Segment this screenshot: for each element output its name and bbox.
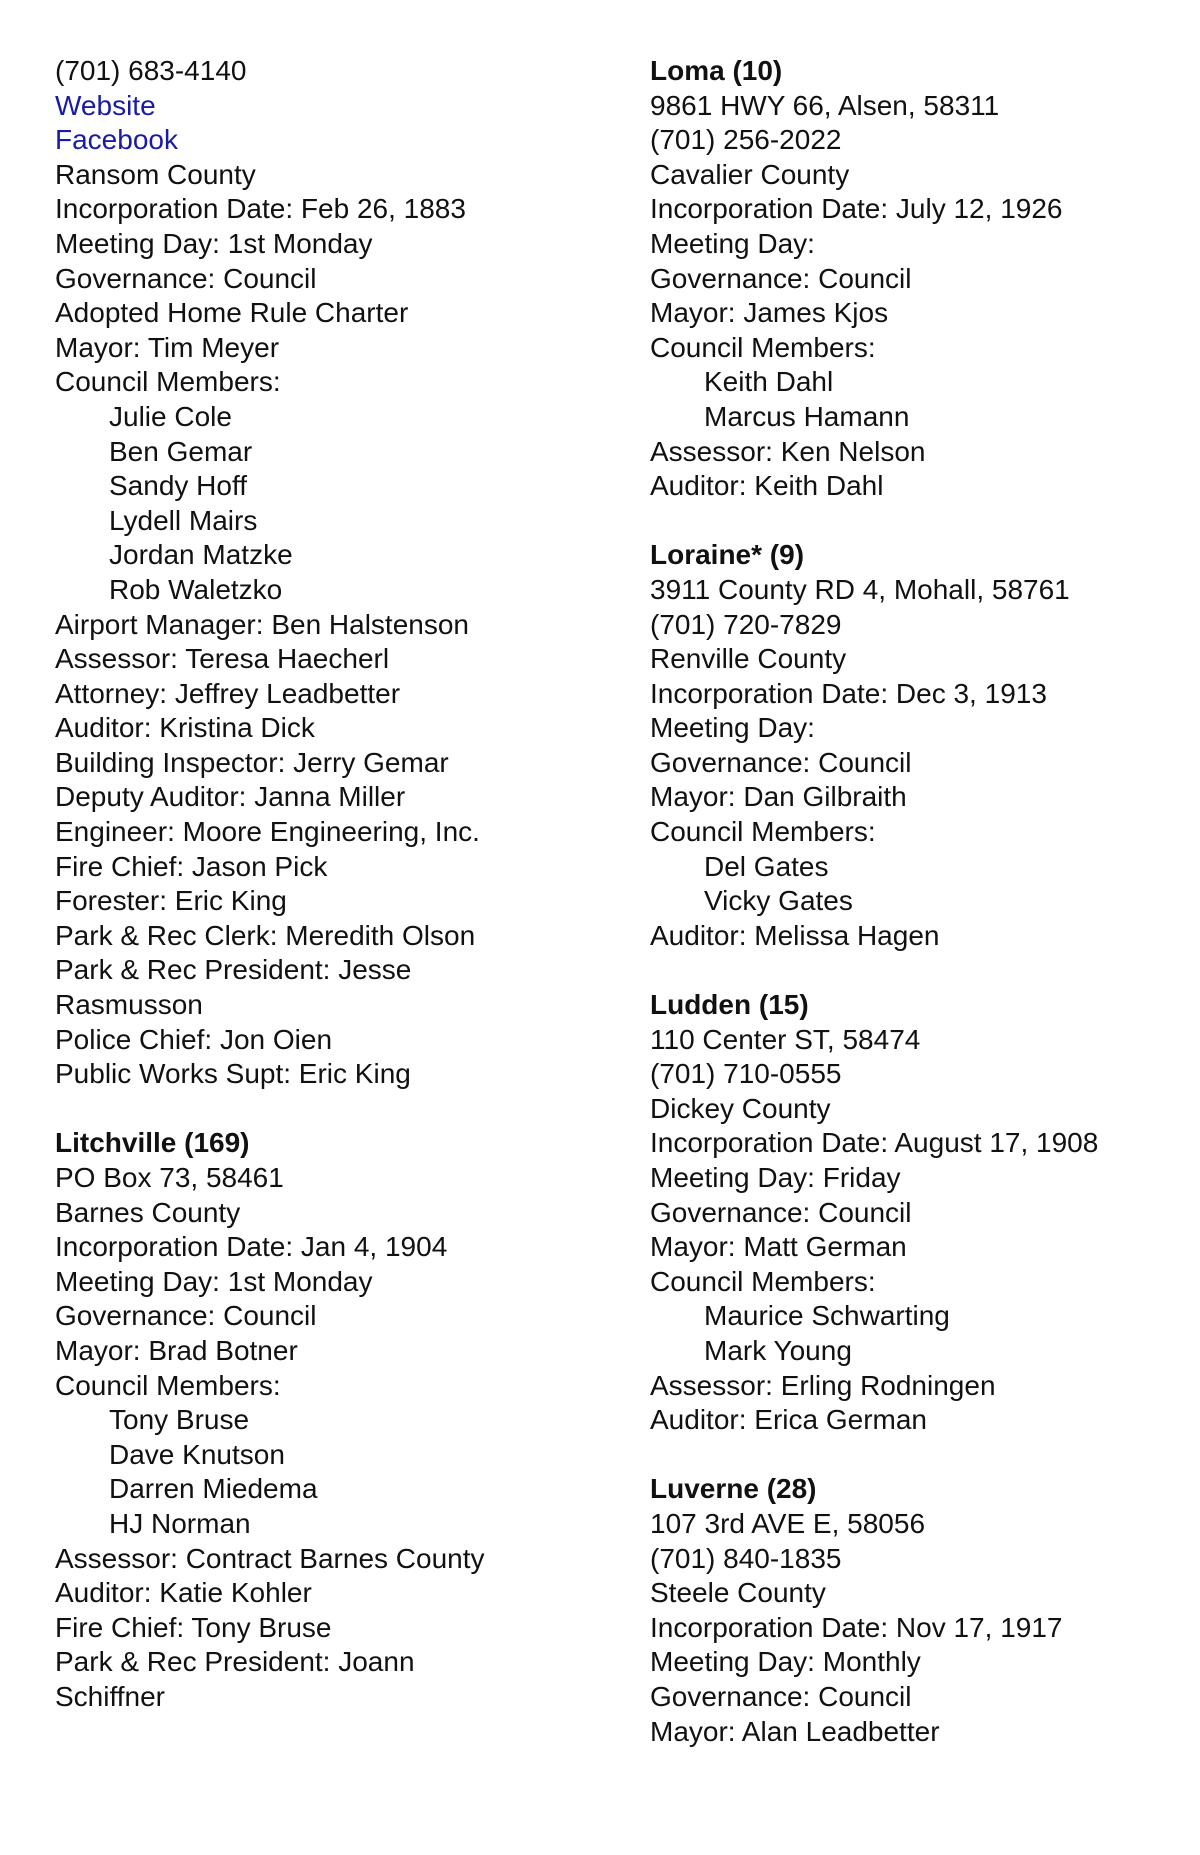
official: Police Chief: Jon Oien — [55, 1023, 333, 1055]
official: Deputy Auditor: Janna Miller — [55, 781, 406, 813]
address: 107 3rd AVE E, 58056 — [650, 1507, 926, 1539]
council-member: Keith Dahl — [704, 366, 834, 398]
entry-luverne — [650, 1472, 1190, 1749]
entry-litchville — [55, 1126, 615, 1714]
incorporation-date: Incorporation Date: Nov 17, 1917 — [650, 1611, 1063, 1643]
council-member: Jordan Matzke — [109, 539, 293, 571]
council-member: Rob Waletzko — [109, 573, 283, 605]
council-member: Dave Knutson — [109, 1438, 285, 1470]
facebook-link[interactable]: Facebook — [55, 124, 178, 156]
county: Dickey County — [650, 1092, 831, 1124]
council-label: Council Members: — [55, 1369, 281, 1401]
official: Park & Rec President: Jesse — [55, 954, 412, 986]
official: Fire Chief: Tony Bruse — [55, 1611, 332, 1643]
city-heading: Ludden (15) — [650, 989, 809, 1021]
governance: Governance: Council — [650, 1196, 912, 1228]
council-label: Council Members: — [650, 1265, 876, 1297]
meeting-day: Meeting Day: — [650, 712, 815, 744]
city-heading: Loma (10) — [650, 55, 783, 86]
meeting-day: Meeting Day: 1st Monday — [55, 227, 373, 259]
incorporation-date: Incorporation Date: Dec 3, 1913 — [650, 677, 1047, 709]
county: Barnes County — [55, 1196, 241, 1228]
phone: (701) 840-1835 — [650, 1542, 842, 1574]
official: Forester: Eric King — [55, 885, 287, 917]
incorporation-date: Incorporation Date: July 12, 1926 — [650, 193, 1063, 225]
entry-loma — [650, 54, 1190, 504]
phone: (701) 256-2022 — [650, 124, 842, 156]
phone: (701) 720-7829 — [650, 608, 842, 640]
county: Cavalier County — [650, 158, 850, 190]
address: PO Box 73, 58461 — [55, 1162, 284, 1193]
official: Assessor: Erling Rodningen — [650, 1369, 996, 1401]
council-member: Tony Bruse — [109, 1404, 250, 1436]
council-label: Council Members: — [650, 331, 876, 363]
meeting-day: Meeting Day: Monthly — [650, 1646, 921, 1678]
official: Assessor: Contract Barnes County — [55, 1542, 485, 1574]
mayor: Mayor: Dan Gilbraith — [650, 781, 907, 813]
charter-note: Adopted Home Rule Charter — [55, 297, 409, 329]
mayor: Mayor: Matt German — [650, 1231, 907, 1263]
official: Public Works Supt: Eric King — [55, 1058, 411, 1090]
official: Auditor: Melissa Hagen — [650, 919, 940, 951]
official: Assessor: Ken Nelson — [650, 435, 926, 467]
entry-ludden — [650, 988, 1190, 1438]
address: 110 Center ST, 58474 — [650, 1023, 921, 1055]
council-member: Vicky Gates — [704, 885, 853, 917]
governance: Governance: Council — [650, 746, 912, 778]
governance: Governance: Council — [55, 262, 317, 294]
official: Attorney: Jeffrey Leadbetter — [55, 677, 401, 709]
council-member: Ben Gemar — [109, 435, 253, 467]
entry-loraine — [650, 538, 1190, 953]
council-member: Lydell Mairs — [109, 504, 258, 536]
entry-continued — [55, 54, 615, 1092]
official: Auditor: Erica German — [650, 1404, 927, 1436]
spacer — [650, 504, 1190, 539]
governance: Governance: Council — [55, 1300, 317, 1332]
incorporation-date: Incorporation Date: Jan 4, 1904 — [55, 1231, 448, 1263]
address: 9861 HWY 66, Alsen, 58311 — [650, 89, 1000, 121]
council-member: Maurice Schwarting — [704, 1300, 950, 1332]
official: Airport Manager: Ben Halstenson — [55, 608, 469, 640]
phone: (701) 683-4140 — [55, 55, 247, 86]
official: Assessor: Teresa Haecherl — [55, 643, 390, 675]
official: Building Inspector: Jerry Gemar — [55, 746, 449, 778]
meeting-day: Meeting Day: — [650, 227, 815, 259]
city-heading: Litchville (169) — [55, 1127, 250, 1159]
governance: Governance: Council — [650, 262, 912, 294]
county: Steele County — [650, 1577, 826, 1609]
official: Auditor: Kristina Dick — [55, 712, 315, 744]
city-heading: Loraine* (9) — [650, 539, 805, 571]
mayor: Mayor: Alan Leadbetter — [650, 1715, 940, 1747]
governance: Governance: Council — [650, 1680, 912, 1712]
official: Fire Chief: Jason Pick — [55, 850, 328, 882]
official: Engineer: Moore Engineering, Inc. — [55, 816, 480, 848]
mayor: Mayor: James Kjos — [650, 297, 889, 329]
council-label: Council Members: — [55, 366, 281, 398]
official: Park & Rec Clerk: Meredith Olson — [55, 919, 476, 951]
city-heading: Luverne (28) — [650, 1473, 817, 1505]
council-member: HJ Norman — [109, 1507, 251, 1539]
council-member: Marcus Hamann — [704, 400, 910, 432]
county: Ransom County — [55, 158, 256, 190]
official: Park & Rec President: Joann — [55, 1646, 415, 1678]
meeting-day: Meeting Day: 1st Monday — [55, 1265, 373, 1297]
council-member: Del Gates — [704, 850, 829, 882]
spacer — [650, 953, 1190, 988]
right-column — [650, 54, 1190, 1749]
county: Renville County — [650, 643, 847, 675]
incorporation-date: Incorporation Date: August 17, 1908 — [650, 1127, 1099, 1159]
incorporation-date: Incorporation Date: Feb 26, 1883 — [55, 193, 466, 225]
official: Auditor: Katie Kohler — [55, 1577, 312, 1609]
official-continued: Rasmusson — [55, 989, 203, 1021]
mayor: Mayor: Tim Meyer — [55, 331, 280, 363]
left-column — [55, 54, 615, 1715]
meeting-day: Meeting Day: Friday — [650, 1162, 901, 1193]
phone: (701) 710-0555 — [650, 1058, 842, 1090]
council-member: Darren Miedema — [109, 1473, 318, 1505]
spacer — [55, 1092, 615, 1127]
mayor: Mayor: Brad Botner — [55, 1334, 298, 1366]
council-label: Council Members: — [650, 816, 876, 848]
council-member: Sandy Hoff — [109, 470, 248, 502]
address: 3911 County RD 4, Mohall, 58761 — [650, 573, 1070, 605]
official: Auditor: Keith Dahl — [650, 470, 884, 502]
council-member: Mark Young — [704, 1334, 852, 1366]
official-continued: Schiffner — [55, 1680, 165, 1712]
spacer — [650, 1438, 1190, 1473]
council-member: Julie Cole — [109, 400, 232, 432]
website-link[interactable]: Website — [55, 89, 156, 121]
